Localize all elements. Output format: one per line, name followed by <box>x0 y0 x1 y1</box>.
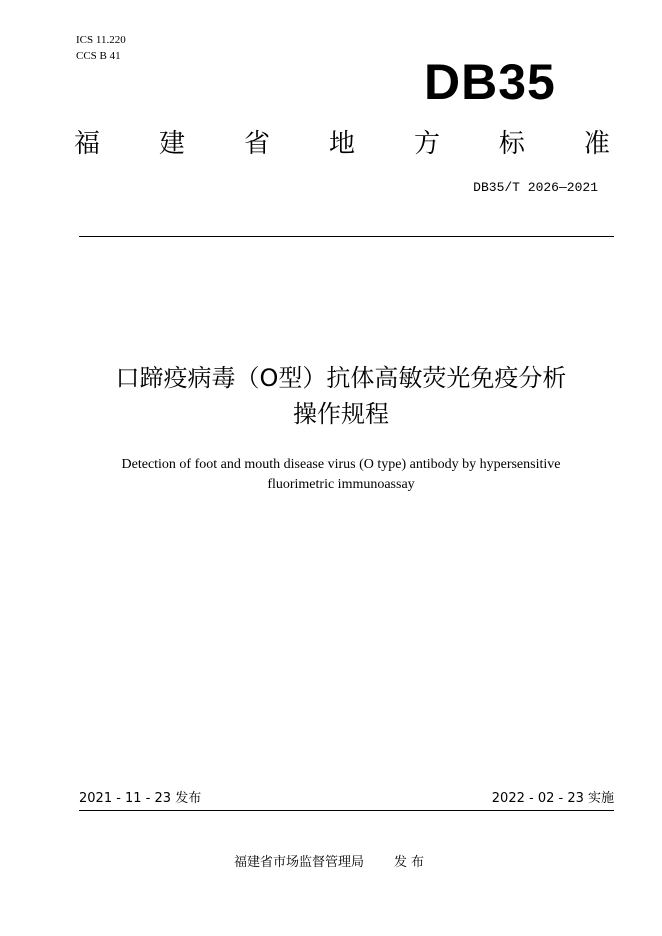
release-date: 2021 - 11 - 23 发布 <box>79 791 202 806</box>
standard-type-char: 省 <box>243 129 270 159</box>
publisher-action: 发布 <box>394 855 429 870</box>
standard-type-char: 方 <box>413 129 440 159</box>
ccs-code: CCS B 41 <box>76 50 121 62</box>
publisher-name: 福建省市场监督管理局 <box>233 855 364 870</box>
standard-type-char: 建 <box>158 129 185 159</box>
english-title-line: fluorimetric immunoassay <box>267 477 415 492</box>
standard-type-heading <box>74 126 610 162</box>
english-title-line: Detection of foot and mouth disease virus (O type) antibody by hypersensitive <box>121 457 561 472</box>
db35-logo: DB35 <box>424 54 556 110</box>
ics-code: ICS 11.220 <box>76 34 126 46</box>
header-divider <box>79 236 614 237</box>
implementation-date: 2022 - 02 - 23 实施 <box>491 791 614 806</box>
chinese-title-line: 操作规程 <box>293 400 389 428</box>
chinese-title <box>60 360 622 432</box>
standard-type-char: 福 <box>74 129 101 159</box>
footer-divider <box>79 810 614 811</box>
chinese-title-line: 口蹄疫病毒（O型）抗体高敏荧光免疫分析 <box>115 364 567 392</box>
standard-number: DB35/T 2026—2021 <box>473 180 598 195</box>
publisher-line <box>0 854 662 872</box>
standard-type-char: 地 <box>328 129 355 159</box>
english-title <box>60 455 622 495</box>
standard-type-char: 标 <box>498 129 525 159</box>
standard-type-char: 准 <box>583 129 610 159</box>
